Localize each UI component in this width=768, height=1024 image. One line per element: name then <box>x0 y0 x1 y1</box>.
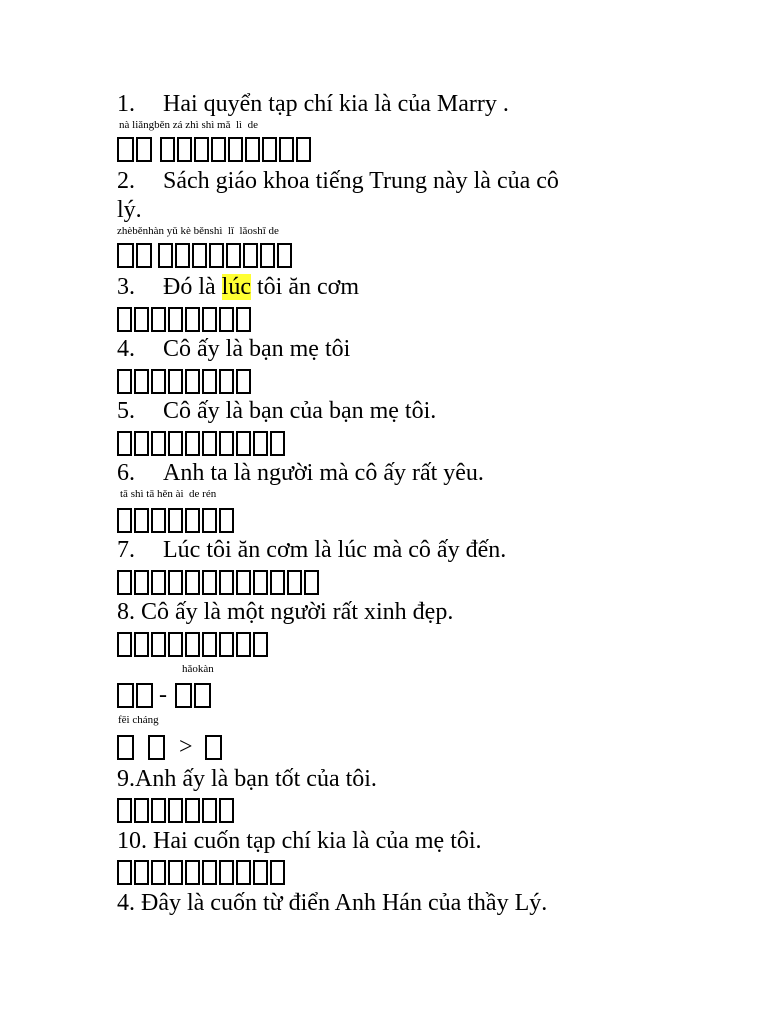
chinese-glyphs-4 <box>117 369 253 395</box>
chinese-glyphs-feichang <box>117 735 224 761</box>
sentence-2: 2. Sách giáo khoa tiếng Trung này là của cô <box>117 168 559 194</box>
dash-symbol: - <box>159 682 167 708</box>
sentence-3: 3. Đó là lúc tôi ăn cơm <box>117 274 359 300</box>
chinese-glyphs-9 <box>117 798 236 824</box>
greater-than-symbol: > <box>179 734 193 760</box>
pinyin-6: tā shì tā hěn ài de rén <box>120 488 217 500</box>
chinese-glyphs-8 <box>117 632 270 658</box>
highlighted-word: lúc <box>221 274 251 300</box>
chinese-glyphs-5 <box>117 431 287 457</box>
chinese-glyphs-haokan <box>117 683 213 709</box>
sentence-4: 4. Cô ấy là bạn mẹ tôi <box>117 336 351 362</box>
chinese-glyphs-10 <box>117 860 287 886</box>
pinyin-feichang: fēi cháng <box>118 714 159 726</box>
sentence-1: 1. Hai quyển tạp chí kia là của Marry . <box>117 91 509 117</box>
sentence-7: 7. Lúc tôi ăn cơm là lúc mà cô ấy đến. <box>117 537 507 563</box>
sentence-5: 5. Cô ấy là bạn của bạn mẹ tôi. <box>117 398 437 424</box>
pinyin-1: nà liǎngběn zá zhì shì mǎ lì de <box>119 119 258 131</box>
sentence-10: 10. Hai cuốn tạp chí kia là của mẹ tôi. <box>117 828 482 854</box>
chinese-glyphs-7 <box>117 570 321 596</box>
chinese-glyphs-6 <box>117 508 236 534</box>
sentence-2-continued: lý. <box>117 197 142 223</box>
sentence-11: 4. Đây là cuốn từ điển Anh Hán của thầy Lý. <box>117 890 548 916</box>
chinese-glyphs-1 <box>117 137 313 163</box>
sentence-6: 6. Anh ta là người mà cô ấy rất yêu. <box>117 460 484 486</box>
sentence-8: 8. Cô ấy là một người rất xinh đẹp. <box>117 599 454 625</box>
chinese-glyphs-3 <box>117 307 253 333</box>
pinyin-2: zhèběnhàn yǔ kè běnshì lǐ lǎoshī de <box>117 225 279 237</box>
chinese-glyphs-2 <box>117 243 294 269</box>
pinyin-haokan: hǎokàn <box>182 663 214 675</box>
sentence-9: 9.Anh ấy là bạn tốt của tôi. <box>117 766 377 792</box>
